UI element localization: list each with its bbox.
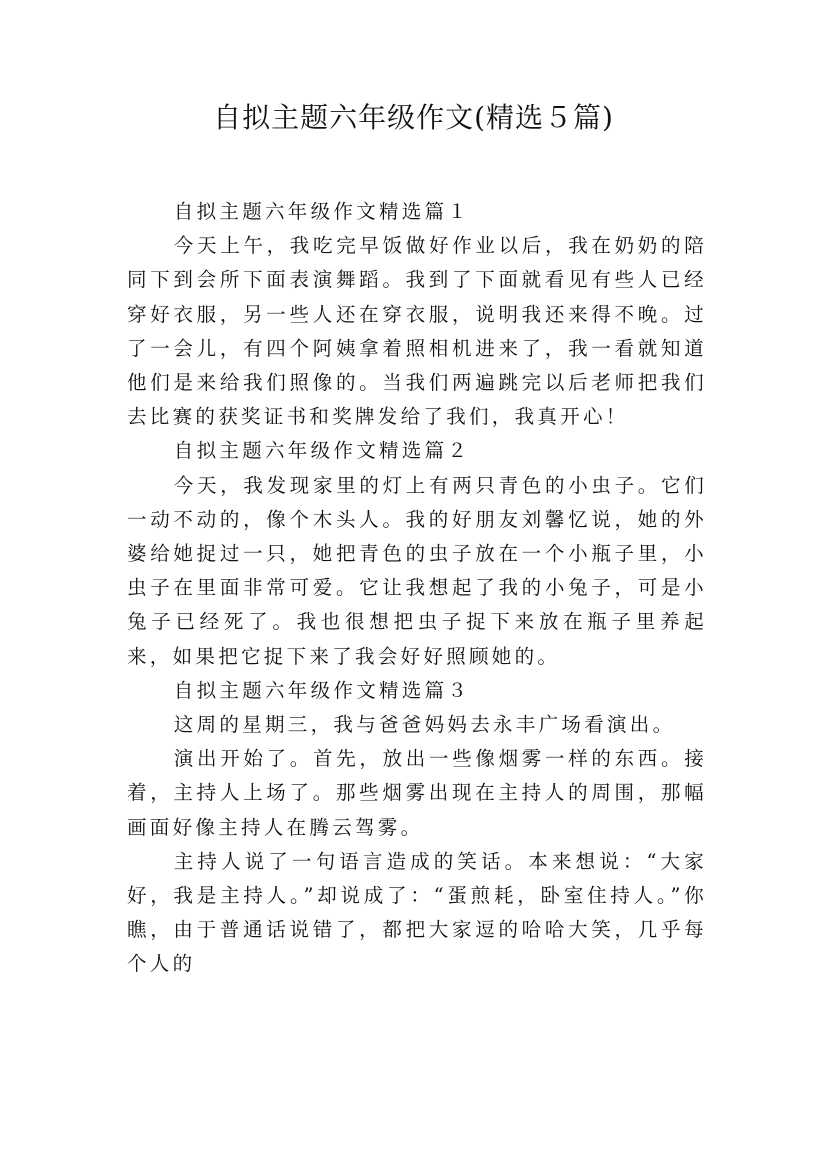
paragraph: 演出开始了。首先，放出一些像烟雾一样的东西。接着，主持人上场了。那些烟雾出现在主持人的周围，那幅画面好像主持人在腾云驾雾。 bbox=[127, 747, 707, 839]
section-heading-2: 自拟主题六年级作文精选篇２ bbox=[173, 439, 471, 463]
section-heading-1: 自拟主题六年级作文精选篇１ bbox=[173, 200, 471, 223]
document-body bbox=[127, 195, 707, 982]
section-heading-3: 自拟主题六年级作文精选篇３ bbox=[173, 678, 471, 702]
paragraph: 今天，我发现家里的灯上有两只青色的小虫子。它们一动不动的，像个木头人。我的好朋友刘馨忆说，她的外婆给她捉过一只，她把青色的虫子放在一个小瓶子里，小虫子在里面非常可爱。它让我想起了我的小兔子，可是小兔子已经死了。我也很想把虫子捉下来放在瓶子里养起来，如果把它捉下来了我会好好照顾她的。 bbox=[127, 473, 707, 668]
paragraph: 主持人说了一句语言造成的笑话。本来想说：“大家好，我是主持人。”却说成了：“蛋煎耗，卧室住持人。”你瞧，由于普通话说错了，都把大家逗的哈哈大笑，几乎每个人的 bbox=[127, 849, 707, 976]
paragraph: 这周的星期三，我与爸爸妈妈去永丰广场看演出。 bbox=[173, 713, 676, 737]
paragraph: 今天上午，我吃完早饭做好作业以后，我在奶奶的陪同下到会所下面表演舞蹈。我到了下面就看见有些人已经穿好衣服，另一些人还在穿衣服，说明我还来得不晚。过了一会儿，有四个阿姨拿着照相机进来了，我一看就知道他们是来给我们照像的。当我们两遍跳完以后老师把我们去比赛的获奖证书和奖牌发给了我们，我真开心！ bbox=[127, 234, 707, 429]
document-title: 自拟主题六年级作文(精选５篇) bbox=[213, 101, 614, 134]
